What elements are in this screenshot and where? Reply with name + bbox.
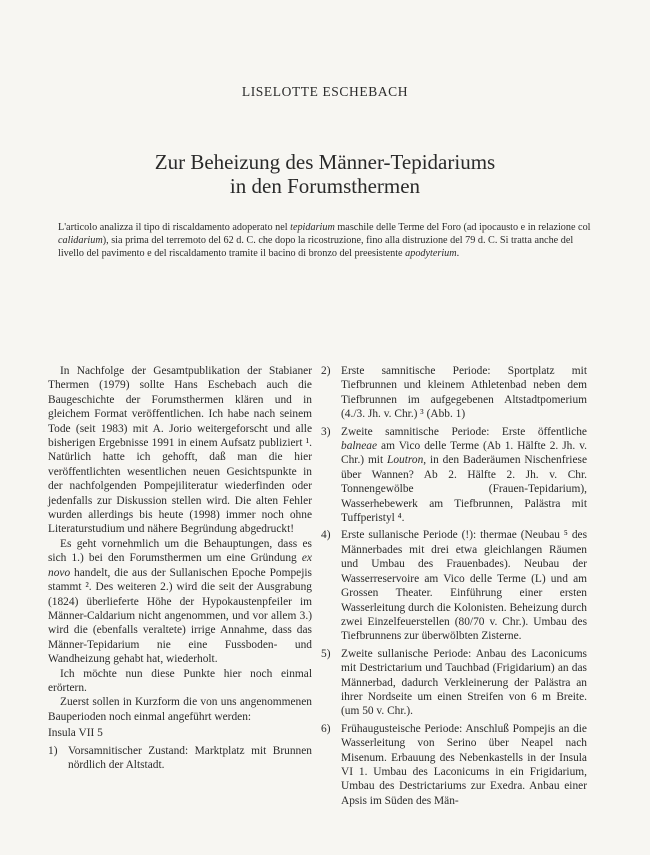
list-text-part: am Vico delle Terme (Ab 1. Hälfte 2. Jh. v. Chr.) mit [341, 440, 587, 467]
abstract-term: calidarium [58, 234, 103, 246]
paragraph [48, 537, 312, 667]
list-item [321, 425, 587, 526]
paragraph: Ich möchte nun diese Punkte hier noch einmal erörtern. [48, 667, 312, 694]
abstract-text: maschile delle Terme del Foro (ad ipocausto e in relazione col [334, 222, 591, 233]
list-number: 2) [321, 365, 331, 377]
list-number: 5) [321, 647, 331, 660]
list-number: 6) [321, 722, 331, 735]
list-text: Zweite sullanische Periode: Anbau des Laconicums mit Destrictarium und Tauchbad (Frigidarium) an das Männerbad, dadurch Verkleinerung der Palästra an ihrer Nordseite um einen Streifen von 6 m Breite. (um 50 v. Chr.). [341, 647, 587, 718]
paragraph-term: ex novo [48, 552, 312, 579]
list-text: Erste samnitische Periode: Sportplatz mit Tiefbrunnen und kleinem Athletenbad neben dem Tiefbrunnen im aufgegebenen Altstadtpomerium (4./3. Jh. v. Chr.) ³ (Abb. 1) [341, 365, 587, 421]
list-item [321, 722, 587, 808]
list-text: Vorsamnitischer Zustand: Marktplatz mit Brunnen nördlich der Altstadt. [68, 744, 312, 771]
list-number: 3) [321, 425, 331, 438]
list-number: 1) [48, 744, 58, 757]
paragraph-text: handelt, die aus der Sullanischen Epoche Pompejis stammt ². Des weiteren 2.) wird die seit der Ausgrabung (1824) überlieferte Höhe der Hypokaustenpfeiler im Männer-Caldarium nicht angenommen, und vor allem 3.) wird die (ebenfalls veraltete) irrige Annahme, dass das Männer-Tepidarium nie eine Fussboden- und Wandheizung gehabt hat, wiederholt. [48, 566, 312, 666]
author-name: LISELOTTE ESCHEBACH [241, 84, 409, 99]
section-label: Insula VII 5 [48, 727, 103, 740]
list-item [321, 364, 587, 422]
list-term: Loutron [386, 454, 424, 467]
list-text-part: , in den Baderäumen Nischenfriese über Wannen? Ab 2. Hälfte 2. Jh. v. Chr. Tonnengewölbe (Frauen-Tepidarium), Wasserhebewerk am Tiefbrunnen, Palästra mit Tuffperistyl ⁴. [341, 454, 587, 525]
abstract-term: tepidarium [290, 222, 335, 233]
list-text: Frühaugusteische Periode: Anschluß Pompejis an die Wasserleitung von Serino über Neapel nach Misenum. Erbauung des Nebenkastells in der Insula VI 1. Umbau des Laconicums in ein Frigidarium, Umbau des Destrictariums zur Exedra. Anbau einer Apsis im Süden des Män- [341, 722, 587, 807]
paragraph: In Nachfolge der Gesamtpublikation der Stabianer Thermen (1979) sollte Hans Eschebach auch die Baugeschichte der Forumsthermen klären und in gleichem Format veröffentlichen. Ich habe nach seinem Tode (seit 1983) mit A. Jorio weitergeforscht und alle bisherigen Ergebnisse 1991 in einem Aufsatz publiziert ¹. Natürlich hatte ich gehofft, daß man die hier veröffentlichten wesentlichen neuen Gesichtspunkte in der nachfolgenden Pompejiliteratur wiederfinden oder jedenfalls zur Diskussion stellen wird. Die alten Fehler wurden allerdings bis heute (1998) immer noch ohne Literaturstudium und nähere Begründung abgedruckt! [48, 365, 312, 536]
article-title [0, 150, 650, 198]
italian-abstract [58, 222, 598, 260]
list-item [48, 744, 312, 773]
list-term: balneae [341, 440, 378, 453]
list-number: 4) [321, 529, 331, 542]
abstract-text: . [456, 247, 460, 259]
paragraph: Zuerst sollen in Kurzform die von uns angenommenen Bauperioden noch einmal angeführt werden: [48, 696, 312, 723]
abstract-term: apodyterium [405, 247, 457, 259]
list-text: Erste sullanische Periode (!): thermae (Neubau ⁵ des Männerbades mit drei etwa gleichlangen Räumen und Umbau des Frauenbades). Neubau der Wasserreservoire am Vico delle Terme (L) und am Grossen Theater. Einführung einer ersten Wasserleitung durch die Kolonisten. Beheizung durch zwei Einzelfeuerstellen (80/70 v. Chr.). Umbau des Tiefbrunnens zur überwölbten Zisterne. [341, 529, 587, 643]
right-column [321, 364, 587, 811]
title-line-1: Zur Beheizung des Männer-Tepidariums [154, 150, 496, 174]
list-text [341, 425, 587, 526]
paragraph-text: Es geht vornehmlich um die Behauptungen, dass es sich 1.) bei den Forumsthermen um eine Gründung [48, 537, 312, 565]
list-item [321, 528, 587, 643]
abstract-text: L'articolo analizza il tipo di riscaldamento adoperato nel [58, 222, 291, 233]
list-item [321, 647, 587, 719]
left-column [48, 364, 312, 773]
list-text-part: Zweite samnitische Periode: Erste öffentliche [341, 425, 587, 438]
title-line-2: in den Forumsthermen [229, 174, 421, 198]
abstract-text: ), sia prima del terremoto del 62 d. C. che dopo la ricostruzione, fino alla distruzione del 79 d. C. Si tratta anche del livello del pavimento e del riscaldamento tramite il bacino di bronzo del preesistente [58, 234, 574, 259]
